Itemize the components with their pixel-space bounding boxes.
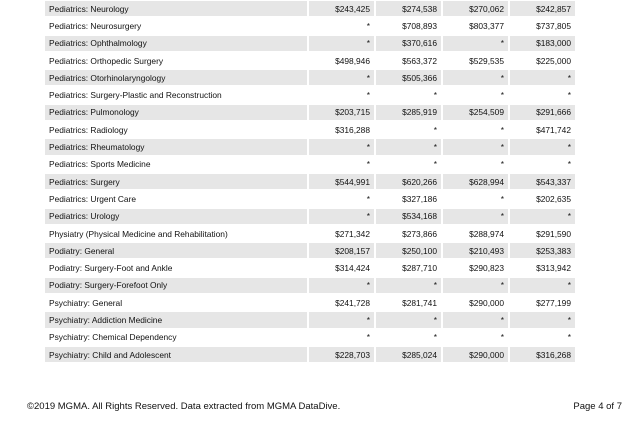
compensation-table-container <box>45 0 575 364</box>
table-row <box>45 122 575 137</box>
value-cell: $313,942 <box>508 260 575 275</box>
value-cell: $241,728 <box>307 295 374 310</box>
value-cell: $274,538 <box>374 1 441 16</box>
specialty-name-cell: Pediatrics: Rheumatology <box>45 139 307 154</box>
specialty-name-cell: Pediatrics: Sports Medicine <box>49 159 151 170</box>
table-row <box>45 312 575 327</box>
table-row <box>45 139 575 154</box>
value-cell: $505,366 <box>374 70 441 85</box>
value-cell: $737,805 <box>508 18 575 33</box>
value-cell: * <box>374 312 441 327</box>
value-cell: $529,535 <box>441 53 508 68</box>
value-cell: $270,062 <box>441 1 508 16</box>
value-cell: * <box>374 87 441 102</box>
value-cell: * <box>307 36 374 51</box>
page-number: Page 4 of 7 <box>573 401 622 412</box>
value-cell: $803,377 <box>441 18 508 33</box>
specialty-name-cell: Pediatrics: Urology <box>45 209 307 224</box>
value-cell: $208,157 <box>307 243 374 258</box>
value-cell: $242,857 <box>508 1 575 16</box>
value-cell: $281,741 <box>374 295 441 310</box>
value-cell: * <box>374 139 441 154</box>
value-cell: $534,168 <box>374 209 441 224</box>
specialty-name-cell: Pediatrics: Otorhinolaryngology <box>45 70 307 85</box>
value-cell: $277,199 <box>508 295 575 310</box>
table-row <box>45 330 575 345</box>
value-cell: * <box>307 330 374 345</box>
value-cell: * <box>508 209 575 224</box>
table-body <box>45 1 575 362</box>
value-cell: * <box>441 278 508 293</box>
specialty-name-cell: Pediatrics: Neurology <box>45 1 307 16</box>
value-cell: * <box>508 278 575 293</box>
value-cell: $316,268 <box>508 347 575 362</box>
specialty-name-cell: Psychiatry: Addiction Medicine <box>45 312 307 327</box>
value-cell: * <box>441 191 508 206</box>
value-cell: $327,186 <box>374 191 441 206</box>
value-cell: * <box>441 70 508 85</box>
value-cell: $202,635 <box>508 191 575 206</box>
copyright-footer: ©2019 MGMA. All Rights Reserved. Data extracted from MGMA DataDive. <box>27 401 341 412</box>
specialty-name-cell: Psychiatry: Child and Adolescent <box>45 347 307 362</box>
value-cell: $285,919 <box>374 105 441 120</box>
value-cell: * <box>374 122 441 137</box>
table-row <box>45 174 575 189</box>
value-cell: $544,991 <box>307 174 374 189</box>
value-cell: * <box>508 70 575 85</box>
value-cell: $250,100 <box>374 243 441 258</box>
value-cell: * <box>508 139 575 154</box>
value-cell: $314,424 <box>307 260 374 275</box>
specialty-name-cell: Podiatry: Surgery-Foot and Ankle <box>49 263 173 274</box>
value-cell: $288,974 <box>441 226 508 241</box>
value-cell: $228,703 <box>307 347 374 362</box>
value-cell: $273,866 <box>374 226 441 241</box>
value-cell: $243,425 <box>307 1 374 16</box>
value-cell: * <box>441 139 508 154</box>
value-cell: * <box>441 330 508 345</box>
specialty-name-cell: Podiatry: Surgery-Forefoot Only <box>45 278 307 293</box>
table-row <box>45 70 575 85</box>
value-cell: * <box>307 312 374 327</box>
value-cell: * <box>307 87 374 102</box>
value-cell: * <box>307 191 374 206</box>
specialty-name-cell: Pediatrics: Urgent Care <box>49 193 137 204</box>
table-row <box>45 1 575 16</box>
specialty-name-cell: Pediatrics: Ophthalmology <box>45 36 307 51</box>
specialty-name-cell: Podiatry: General <box>45 243 307 258</box>
value-cell: $628,994 <box>441 174 508 189</box>
table-row <box>45 87 575 102</box>
value-cell: * <box>307 70 374 85</box>
value-cell: $291,666 <box>508 105 575 120</box>
table-row <box>45 18 575 33</box>
value-cell: * <box>307 209 374 224</box>
value-cell: * <box>508 330 575 345</box>
value-cell: $316,288 <box>307 122 374 137</box>
value-cell: $225,000 <box>508 53 575 68</box>
value-cell: $253,383 <box>508 243 575 258</box>
value-cell: $290,000 <box>441 295 508 310</box>
value-cell: $254,509 <box>441 105 508 120</box>
table-row <box>45 260 575 275</box>
table-row <box>45 53 575 68</box>
value-cell: $370,616 <box>374 36 441 51</box>
value-cell: * <box>441 36 508 51</box>
specialty-name-cell: Physiatry (Physical Medicine and Rehabilitation) <box>49 228 228 239</box>
value-cell: * <box>441 122 508 137</box>
specialty-name-cell: Psychiatry: Chemical Dependency <box>49 332 177 343</box>
specialty-name-cell: Pediatrics: Surgery-Plastic and Reconstruction <box>49 90 222 101</box>
value-cell: $287,710 <box>374 260 441 275</box>
value-cell: * <box>441 87 508 102</box>
specialty-name-cell: Psychiatry: General <box>49 297 123 308</box>
value-cell: $203,715 <box>307 105 374 120</box>
value-cell: * <box>441 209 508 224</box>
value-cell: $471,742 <box>508 122 575 137</box>
table-row <box>45 295 575 310</box>
table-row <box>45 36 575 51</box>
value-cell: $708,893 <box>374 18 441 33</box>
value-cell: * <box>307 278 374 293</box>
compensation-table <box>45 0 575 364</box>
value-cell: * <box>441 312 508 327</box>
specialty-name-cell: Pediatrics: Surgery <box>45 174 307 189</box>
value-cell: $620,266 <box>374 174 441 189</box>
value-cell: * <box>374 330 441 345</box>
table-row <box>45 105 575 120</box>
value-cell: $543,337 <box>508 174 575 189</box>
value-cell: * <box>508 87 575 102</box>
value-cell: * <box>374 278 441 293</box>
table-row <box>45 191 575 206</box>
value-cell: $290,823 <box>441 260 508 275</box>
value-cell: $498,946 <box>307 53 374 68</box>
value-cell: * <box>508 312 575 327</box>
value-cell: $183,000 <box>508 36 575 51</box>
table-row <box>45 157 575 172</box>
table-row <box>45 347 575 362</box>
value-cell: $290,000 <box>441 347 508 362</box>
value-cell: $210,493 <box>441 243 508 258</box>
value-cell: * <box>307 139 374 154</box>
value-cell: $285,024 <box>374 347 441 362</box>
value-cell: * <box>307 18 374 33</box>
value-cell: * <box>441 157 508 172</box>
value-cell: * <box>307 157 374 172</box>
specialty-name-cell: Pediatrics: Radiology <box>49 124 128 135</box>
value-cell: * <box>508 157 575 172</box>
value-cell: $271,342 <box>307 226 374 241</box>
table-row <box>45 209 575 224</box>
specialty-name-cell: Pediatrics: Neurosurgery <box>49 20 142 31</box>
value-cell: * <box>374 157 441 172</box>
specialty-name-cell: Pediatrics: Pulmonology <box>45 105 307 120</box>
specialty-name-cell: Pediatrics: Orthopedic Surgery <box>49 55 164 66</box>
table-row <box>45 226 575 241</box>
table-row <box>45 243 575 258</box>
table-row <box>45 278 575 293</box>
value-cell: $291,590 <box>508 226 575 241</box>
value-cell: $563,372 <box>374 53 441 68</box>
